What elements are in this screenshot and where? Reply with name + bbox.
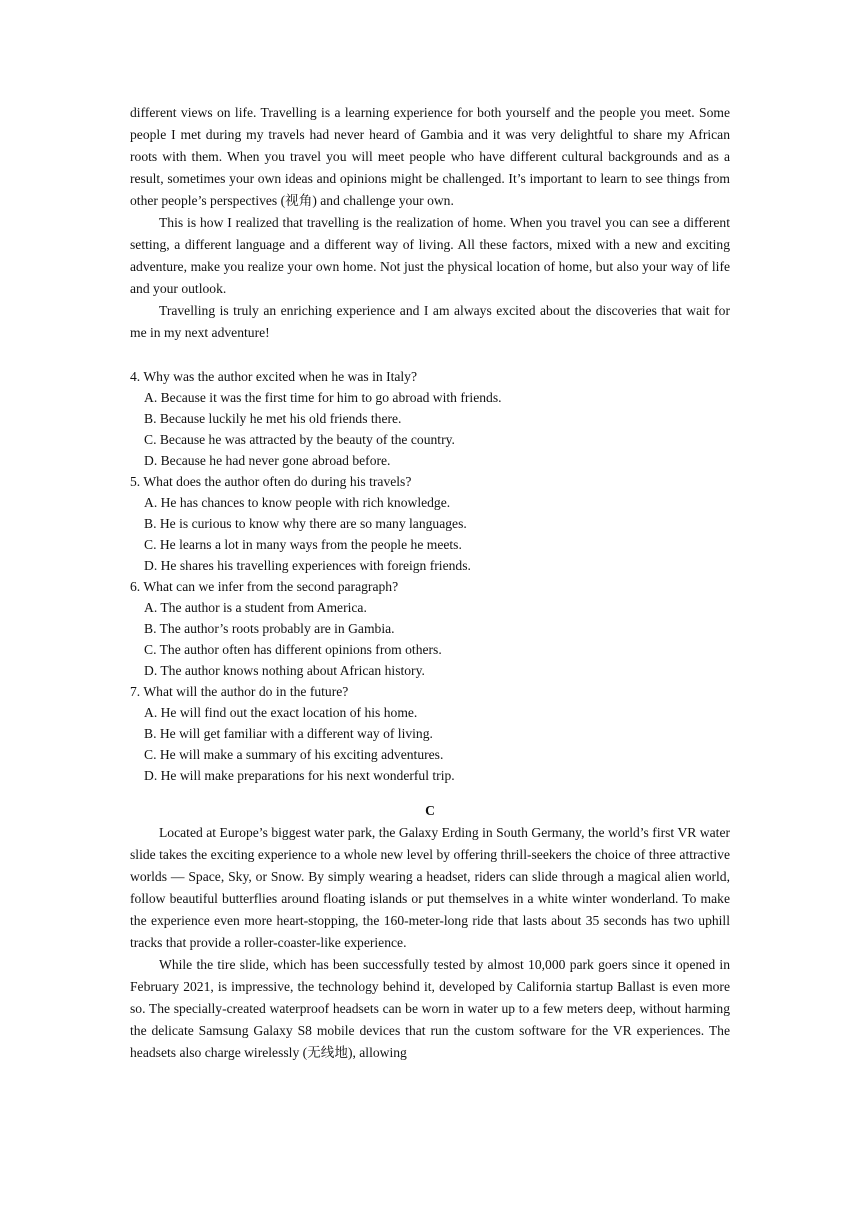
question-stem: 6. What can we infer from the second paragraph? — [130, 579, 399, 594]
document-page — [130, 102, 730, 1064]
question-4 — [130, 366, 730, 471]
option-b: B. Because luckily he met his old friends there. — [144, 411, 402, 426]
option-c: C. He learns a lot in many ways from the people he meets. — [144, 537, 462, 552]
question-7 — [130, 681, 730, 786]
spacer — [130, 786, 730, 800]
question-stem: 4. Why was the author excited when he was in Italy? — [130, 369, 418, 384]
option-d: D. The author knows nothing about African history. — [144, 663, 425, 678]
option-d: D. He will make preparations for his next wonderful trip. — [144, 768, 455, 783]
passage-c — [130, 800, 730, 1064]
option-b: B. The author’s roots probably are in Gambia. — [144, 621, 395, 636]
spacer — [130, 344, 730, 366]
option-c: C. He will make a summary of his exciting adventures. — [144, 747, 444, 762]
option-b: B. He will get familiar with a different way of living. — [144, 726, 433, 741]
option-a: A. He will find out the exact location of his home. — [144, 705, 418, 720]
option-a: A. Because it was the first time for him to go abroad with friends. — [144, 390, 502, 405]
passage-b — [130, 102, 730, 344]
section-heading: C — [425, 803, 435, 818]
passage-b-paragraph-3: Travelling is truly an enriching experience and I am always excited about the discoveries that wait for me in my next adventure! — [130, 303, 730, 340]
passage-b-paragraph-2: This is how I realized that travelling is the realization of home. When you travel you can see a different setting, a different language and a different way of living. All these factors, mixed with a new and exciting adventure, make you realize your own home. Not just the physical location of home, but also your way of life and your outlook. — [130, 215, 730, 296]
option-c: C. Because he was attracted by the beauty of the country. — [144, 432, 455, 447]
passage-c-paragraph-1: Located at Europe’s biggest water park, the Galaxy Erding in South Germany, the world’s first VR water slide takes the exciting experience to a whole new level by offering thrill-seekers the choice of three attractive worlds — Space, Sky, or Snow. By simply wearing a headset, riders can slide through a magical alien world, follow beautiful butterflies around floating islands or put themselves in a white winter wonderland. To make the experience even more heart-stopping, the 160-meter-long ride that lasts about 35 seconds has two uphill tracks that provide a roller-coaster-like experience. — [130, 825, 730, 950]
option-d: D. He shares his travelling experiences with foreign friends. — [144, 558, 471, 573]
passage-c-paragraph-2: While the tire slide, which has been successfully tested by almost 10,000 park goers since it opened in February 2021, is impressive, the technology behind it, developed by California startup Ballast is even more so. The specially-created waterproof headsets can be worn in water up to a few meters deep, without harming the delicate Samsung Galaxy S8 mobile devices that run the custom software for the VR experiences. The headsets also charge wirelessly (无线地), allowing — [130, 957, 730, 1060]
option-a: A. He has chances to know people with rich knowledge. — [144, 495, 451, 510]
option-d: D. Because he had never gone abroad before. — [144, 453, 391, 468]
option-a: A. The author is a student from America. — [144, 600, 367, 615]
question-5 — [130, 471, 730, 576]
question-stem: 7. What will the author do in the future? — [130, 684, 349, 699]
option-c: C. The author often has different opinions from others. — [144, 642, 442, 657]
question-6 — [130, 576, 730, 681]
option-b: B. He is curious to know why there are so many languages. — [144, 516, 467, 531]
passage-b-paragraph-1: different views on life. Travelling is a learning experience for both yourself and the people you meet. Some people I met during my travels had never heard of Gambia and it was very delightful to share my African roots with them. When you travel you will meet people who have different cultural backgrounds and as a result, sometimes your own ideas and opinions might be challenged. It’s important to learn to see things from other people’s perspectives (视角) and challenge your own. — [130, 105, 730, 208]
question-list — [130, 366, 730, 786]
question-stem: 5. What does the author often do during his travels? — [130, 474, 412, 489]
